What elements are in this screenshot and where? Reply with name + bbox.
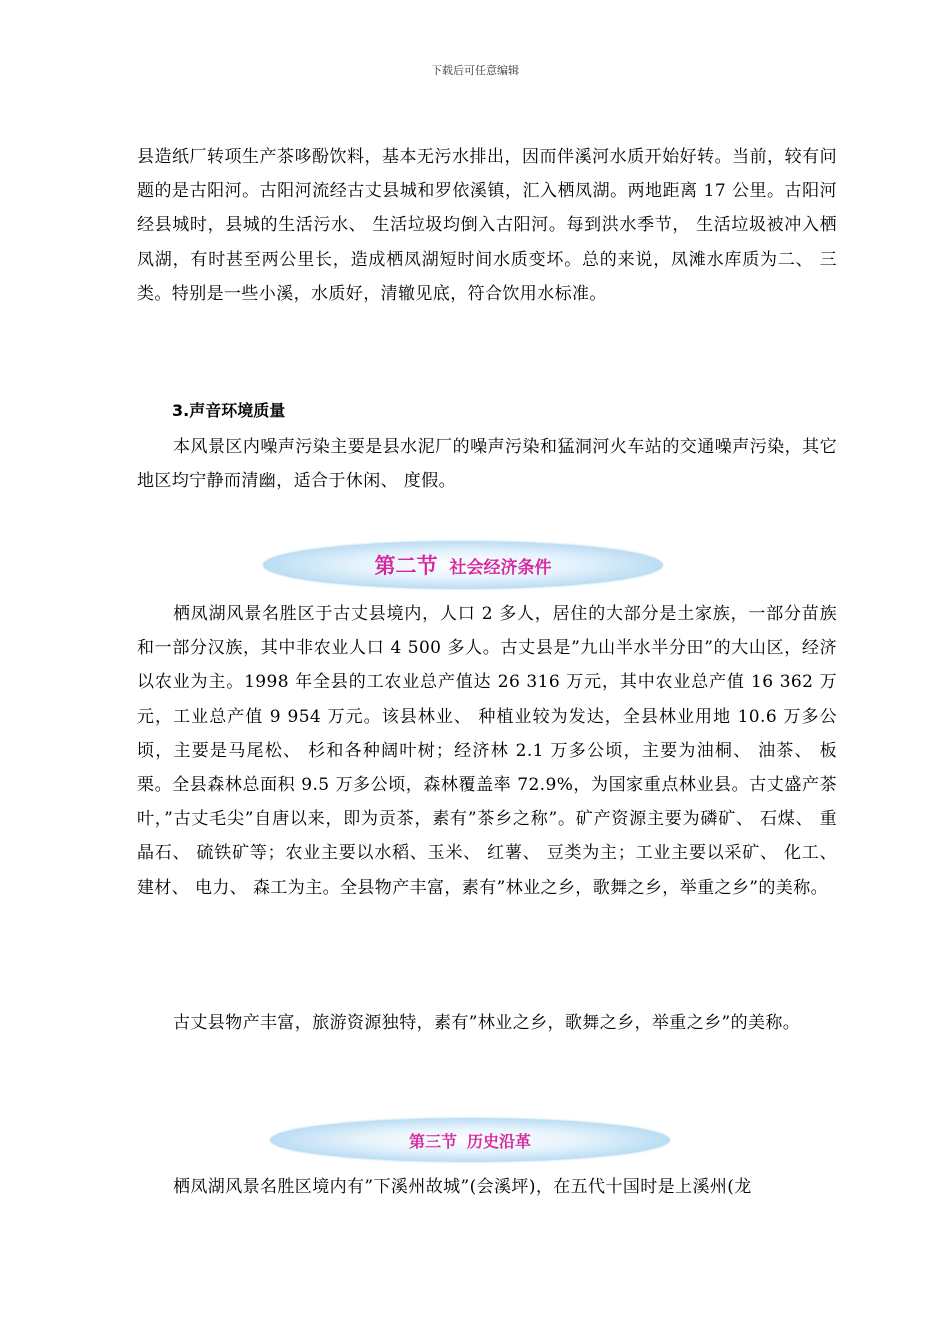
section-2-number: 第二节: [374, 554, 438, 578]
section-3-number: 第三节: [408, 1131, 457, 1151]
section-2-banner: [263, 541, 663, 589]
section-3-banner: [270, 1118, 670, 1162]
section-2-title: 社会经济条件: [449, 557, 552, 578]
page-header: 下载后可任意编辑: [431, 64, 519, 77]
history-paragraph: 栖凤湖风景名胜区境内有”下溪州故城”(会溪坪)，在五代十国时是上溪州(龙: [173, 1177, 752, 1197]
noise-paragraph: 本风景区内噪声污染主要是县水泥厂的噪声污染和猛洞河火车站的交通噪声污染，其它地区均宁静而清幽，适合于休闲、 度假。: [137, 437, 837, 492]
socio-economic-paragraph: 栖凤湖风景名胜区于古丈县境内，人口 2 多人，居住的大部分是土家族，一部分苗族和一部分汉族，其中非农业人口 4 500 多人。古丈县是”九山半水半分田”的大山区，经济以农业为主。1998 年全县的工农业总产值达 26 316 万元，其中农业总产值 16 362 万元，工业总产值 9 954 万元。该县林业、 种植业较为发达，全县林业用地 10.6 万多公顷，主要是马尾松、 杉和各种阔叶树；经济林 2.1 万多公顷，主要为油桐、 油茶、 板栗。全县森林总面积 9.5 万多公顷，森林覆盖率 72.9%，为国家重点林业县。古丈盛产茶叶，”古丈毛尖”自唐以来，即为贡茶，素有”茶乡之称”。矿产资源主要为磷矿、 石煤、 重晶石、 硫铁矿等；农业主要以水稻、玉米、 红薯、 豆类为主；工业主要以采矿、 化工、 建材、 电力、 森工为主。全县物产丰富，素有”林业之乡，歌舞之乡，举重之乡”的美称。: [137, 604, 837, 898]
water-quality-paragraph: 县造纸厂转项生产茶哆酚饮料，基本无污水排出，因而伴溪河水质开始好转。当前，较有问题的是古阳河。古阳河流经古丈县城和罗依溪镇，汇入栖凤湖。两地距离 17 公里。古阳河经县城时，县城的生活污水、 生活垃圾均倒入古阳河。每到洪水季节， 生活垃圾被冲入栖凤湖，有时甚至两公里长，造成栖凤湖短时间水质变坏。总的来说，凤滩水库质为二、 三类。特别是一些小溪，水质好，清辙见底，符合饮用水标准。: [137, 147, 837, 304]
sound-environment-heading: 3.声音环境质量: [172, 401, 286, 420]
resources-paragraph: 古丈县物产丰富，旅游资源独特，素有”林业之乡，歌舞之乡，举重之乡”的美称。: [173, 1013, 801, 1033]
section-3-title: 历史沿革: [467, 1131, 532, 1151]
